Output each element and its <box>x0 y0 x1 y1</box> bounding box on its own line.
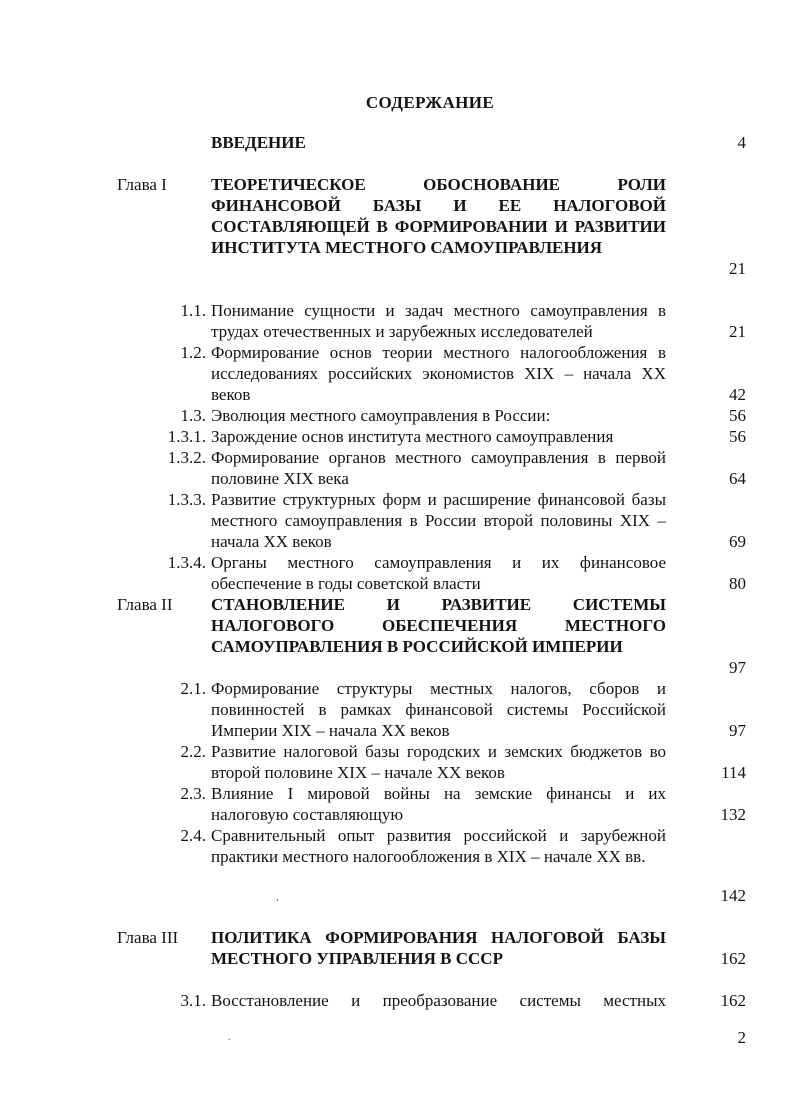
section-1-3-page: 56 <box>729 406 746 425</box>
section-2-1-page: 97 <box>729 721 746 740</box>
section-2-4-text: Сравнительный опыт развития российской и зарубежной практики местного налогообложения в XIX – начале XX вв. <box>211 826 666 866</box>
section-2-2-page: 114 <box>721 763 746 782</box>
chapter-1-label: Глава I <box>117 175 167 194</box>
chapter-3-label: Глава III <box>117 928 179 947</box>
toc-intro-page: 4 <box>737 133 746 152</box>
page-title: СОДЕРЖАНИЕ <box>365 93 495 112</box>
section-2-2-text: Развитие налоговой базы городских и земских бюджетов во второй половине XIX – начале XX веков <box>211 742 666 782</box>
chapter-2-page: 97 <box>729 658 746 677</box>
section-1-1-text: Понимание сущности и задач местного самоуправления в трудах отечественных и зарубежных исследователей <box>211 301 666 341</box>
section-2-4-number: 2.4. <box>180 826 206 845</box>
section-1-2-page: 42 <box>729 385 746 404</box>
section-1-1-page: 21 <box>729 322 746 341</box>
chapter-1-page: 21 <box>729 259 746 278</box>
section-1-3-text: Эволюция местного самоуправления в России: <box>211 406 551 425</box>
section-3-1-text: Восстановление и преобразование системы местных <box>211 991 666 1010</box>
section-1-1-number: 1.1. <box>180 301 206 320</box>
chapter-2-label: Глава II <box>117 595 173 614</box>
section-1-3-3-text: Развитие структурных форм и расширение финансовой базы местного самоуправления в России второй половины XIX – начала XX веков <box>211 490 666 551</box>
section-1-3-2-page: 64 <box>729 469 746 488</box>
page-number: 2 <box>737 1028 746 1047</box>
chapter-1-title: ТЕОРЕТИЧЕСКОЕ ОБОСНОВАНИЕ РОЛИ ФИНАНСОВОЙ БАЗЫ И ЕЕ НАЛОГОВОЙ СОСТАВЛЯЮЩЕЙ В ФОРМИРОВАНИИ И РАЗВИТИИ ИНСТИТУТА МЕСТНОГО САМОУПРАВЛЕНИЯ <box>211 175 666 257</box>
section-1-2-text: Формирование основ теории местного налогообложения в исследованиях российских экономистов XIX – начала XX веков <box>211 343 666 404</box>
section-3-1-number: 3.1. <box>180 991 206 1010</box>
section-1-2-number: 1.2. <box>180 343 206 362</box>
section-1-3-1-page: 56 <box>729 427 746 446</box>
section-2-1-number: 2.1. <box>180 679 206 698</box>
section-1-3-3-page: 69 <box>729 532 746 551</box>
chapter-2-title: СТАНОВЛЕНИЕ И РАЗВИТИЕ СИСТЕМЫ НАЛОГОВОГО ОБЕСПЕЧЕНИЯ МЕСТНОГО САМОУПРАВЛЕНИЯ В РОССИЙСКОЙ ИМПЕРИИ <box>211 595 666 656</box>
section-1-3-4-number: 1.3.4. <box>167 553 206 572</box>
scan-speck: , <box>276 892 279 903</box>
section-2-4-page: 142 <box>720 886 746 905</box>
section-2-3-page: 132 <box>720 805 746 824</box>
toc-intro-text: ВВЕДЕНИЕ <box>211 133 306 152</box>
section-1-3-2-number: 1.3.2. <box>167 448 206 467</box>
section-1-3-2-text: Формирование органов местного самоуправления в первой половине XIX века <box>211 448 666 488</box>
section-1-3-1-number: 1.3.1. <box>167 427 206 446</box>
section-1-3-4-page: 80 <box>729 574 746 593</box>
section-2-3-text: Влияние I мировой войны на земские финансы и их налоговую составляющую <box>211 784 666 824</box>
section-3-1-page: 162 <box>720 991 746 1010</box>
chapter-3-page: 162 <box>720 949 746 968</box>
scan-speck-footer: . <box>228 1032 231 1043</box>
section-2-1-text: Формирование структуры местных налогов, сборов и повинностей в рамках финансовой системы Российской Империи XIX – начала XX веков <box>211 679 666 740</box>
chapter-3-title: ПОЛИТИКА ФОРМИРОВАНИЯ НАЛОГОВОЙ БАЗЫ МЕСТНОГО УПРАВЛЕНИЯ В СССР <box>211 928 666 968</box>
section-1-3-4-text: Органы местного самоуправления и их финансовое обеспечение в годы советской власти <box>211 553 666 593</box>
section-2-3-number: 2.3. <box>180 784 206 803</box>
section-1-3-1-text: Зарождение основ института местного самоуправления <box>211 427 614 446</box>
section-1-3-3-number: 1.3.3. <box>167 490 206 509</box>
section-1-3-number: 1.3. <box>180 406 206 425</box>
section-2-2-number: 2.2. <box>180 742 206 761</box>
